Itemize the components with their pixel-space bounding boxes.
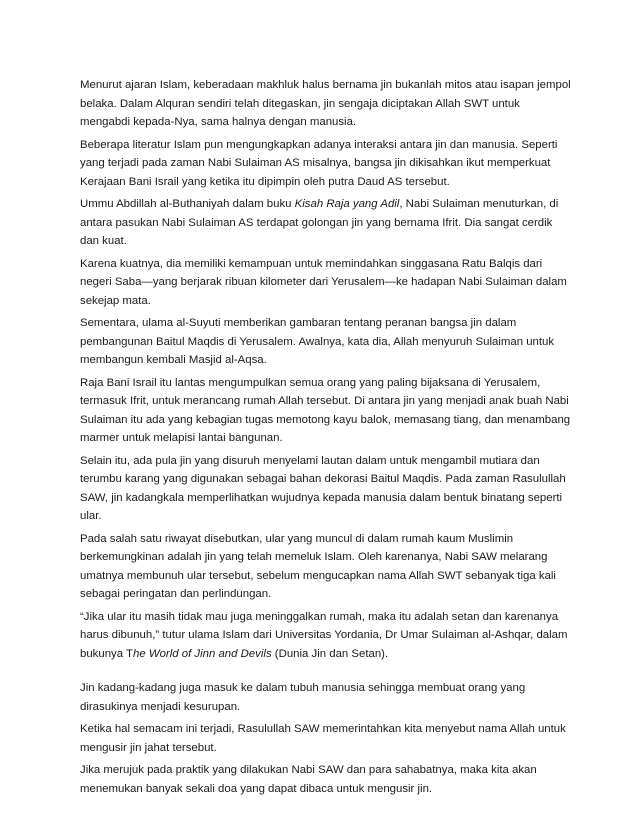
book-title-kisah-raja: Kisah Raja yang Adil: [294, 198, 400, 210]
paragraph-4: Karena kuatnya, dia memiliki kemampuan untuk memindahkan singgasana Ratu Balqis dari negeri Saba—yang berjarak ribuan kilometer dari Yerusalem—ke hadapan Nabi Sulaiman dalam sekejap mata.: [80, 257, 567, 307]
paragraph-3-post: , Nabi Sulaiman menuturkan, di antara pasukan Nabi Sulaiman AS terdapat golongan jin yang bernama Ifrit. Dia sangat cerdik dan kuat.: [80, 198, 559, 247]
paragraph-9-pre: “Jika ular itu masih tidak mau juga meninggalkan rumah, maka itu adalah setan dan karenanya harus dibunuh,” tutur ulama Islam dari Universitas Yordania, Dr Umar Sulaiman al-Ashqar, dalam bukunya T: [80, 610, 568, 660]
paragraph-5: Sementara, ulama al-Suyuti memberikan gambaran tentang peranan bangsa jin dalam pembangunan Baitul Maqdis di Yerusalem. Awalnya, kata dia, Allah menyuruh Sulaiman untuk membangun kembali Masjid al-Aqsa.: [80, 317, 555, 366]
paragraph-2: Beberapa literatur Islam pun mengungkapkan adanya interaksi antara jin dan manusia. Seperti yang terjadi pada zaman Nabi Sulaiman AS misalnya, bangsa jin dikisahkan ikut memperkuat Kerajaan Bani Israil yang ketika itu dipimpin oleh putra Daud AS tersebut.: [80, 138, 558, 188]
paragraph-1: Menurut ajaran Islam, keberadaan makhluk halus bernama jin bukanlah mitos atau isapan jempol belaka. Dalam Alquran sendiri telah ditegaskan, jin sengaja diciptakan Allah SWT untuk mengabdi kepada-Nya, sama halnya dengan manusia.: [80, 79, 571, 128]
paragraph-9: [80, 608, 572, 664]
paragraph-7: Selain itu, ada pula jin yang disuruh menyelami lautan dalam untuk mengambil mutiara dan terumbu karang yang digunakan sebagai bahan dekorasi Baitul Maqdis. Pada zaman Rasulullah SAW, jin kadangkala memperlihatkan wujudnya kepada manusia dalam bentuk binatang seperti ular.: [80, 454, 566, 522]
paragraph-6: Raja Bani Israil itu lantas mengumpulkan semua orang yang paling bijaksana di Yerusalem, termasuk Ifrit, untuk merancang rumah Allah tersebut. Di antara jin yang menjadi anak buah Nabi Sulaiman itu ada yang kebagian tugas memotong kayu balok, memasang tiang, dan menambang marmer untuk melapisi lantai bangunan.: [80, 376, 571, 444]
paragraph-9-post: (Dunia Jin dan Setan).: [271, 647, 389, 660]
paragraph-12: Jika merujuk pada praktik yang dilakukan Nabi SAW dan para sahabatnya, maka kita akan menemukan banyak sekali doa yang dapat dibaca untuk mengusir jin.: [80, 764, 537, 795]
paragraph-3: [80, 195, 572, 251]
paragraph-3-pre: Ummu Abdillah al-Buthaniyah dalam buku: [80, 198, 295, 210]
paragraph-11: Ketika hal semacam ini terjadi, Rasulullah SAW memerintahkan kita menyebut nama Allah untuk mengusir jin jahat tersebut.: [80, 723, 566, 754]
paragraph-8: Pada salah satu riwayat disebutkan, ular yang muncul di dalam rumah kaum Muslimin berkemungkinan adalah jin yang telah memeluk Islam. Oleh karenanya, Nabi SAW melarang umatnya membunuh ular tersebut, sebelum mengucapkan nama Allah SWT sebanyak tiga kali sebagai peringatan dan perlindungan.: [80, 532, 556, 600]
book-title-world-of-jinn: he World of Jinn and Devils: [132, 647, 272, 660]
paragraph-10: Jin kadang-kadang juga masuk ke dalam tubuh manusia sehingga membuat orang yang dirasukinya menjadi kesurupan.: [80, 682, 526, 713]
article-body: [80, 76, 572, 802]
section-gap: [80, 667, 572, 679]
